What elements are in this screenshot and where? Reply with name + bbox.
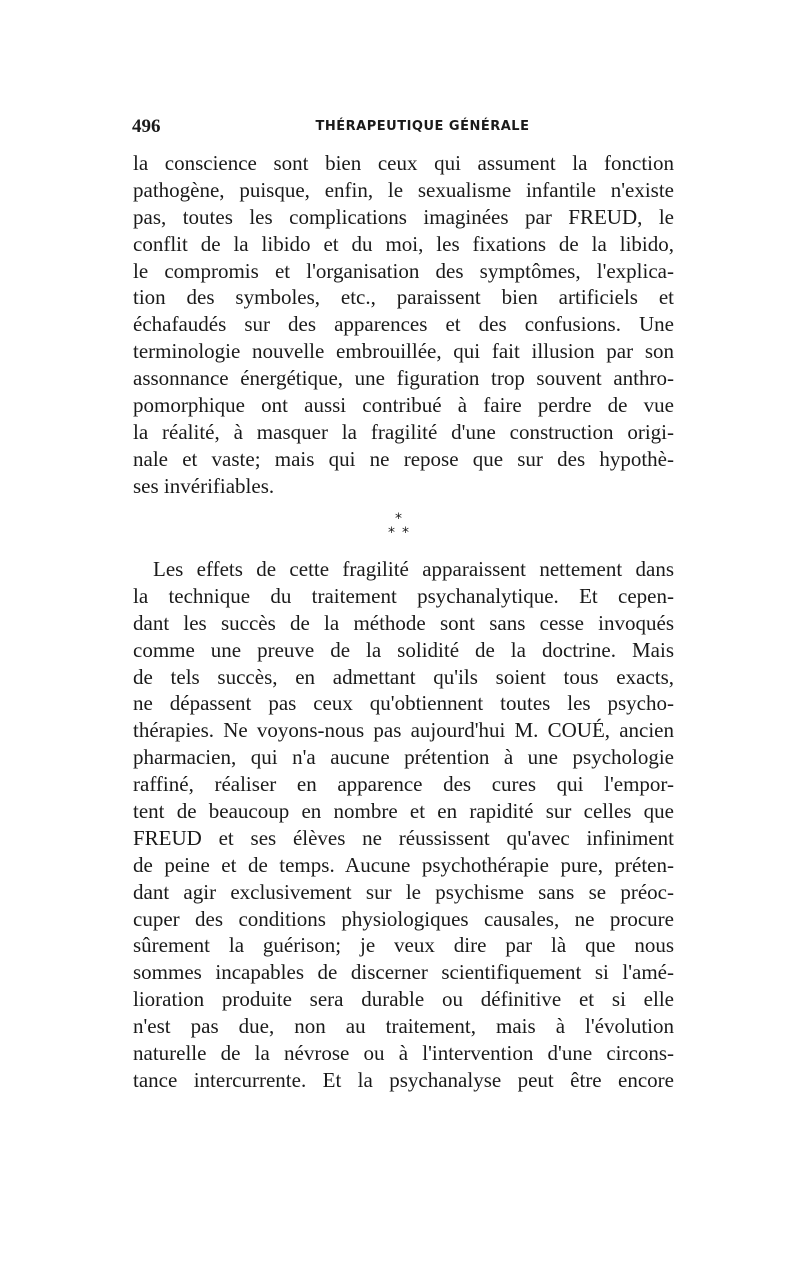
page-number: 496: [132, 116, 161, 137]
text-line: de peine et de temps. Aucune psychothérapie pure, préten-: [133, 852, 674, 877]
text-line: dant agir exclusivement sur le psychisme sans se préoc-: [133, 879, 674, 904]
text-line: la conscience sont bien ceux qui assument la fonction: [133, 151, 674, 175]
running-head: [130, 116, 675, 138]
text-line: thérapies. Ne voyons-nous pas aujourd'hui M. COUÉ, ancien: [133, 718, 674, 743]
paragraph-new: [133, 556, 674, 1094]
text-line: sûrement la guérison; je veux dire par là que nous: [133, 933, 674, 958]
text-line: dant les succès de la méthode sont sans cesse invoqués: [133, 610, 674, 635]
text-line: n'est pas due, non au traitement, mais à l'évolution: [133, 1014, 674, 1039]
text-line: pas, toutes les complications imaginées par FREUD, le: [133, 204, 674, 229]
text-line: de tels succès, en admettant qu'ils soient tous exacts,: [133, 664, 674, 689]
text-line: terminologie nouvelle embrouillée, qui fait illusion par son: [133, 339, 674, 364]
text-line: pathogène, puisque, enfin, le sexualisme infantile n'existe: [133, 177, 674, 202]
text-line: sommes incapables de discerner scientifiquement si l'amé-: [133, 960, 674, 985]
text-line: tion des symboles, etc., paraissent bien artificiels et: [133, 285, 674, 310]
asterisk-glyph: *: [402, 525, 409, 541]
text-line: Les effets de cette fragilité apparaissent nettement dans: [153, 557, 674, 581]
text-line: la réalité, à masquer la fragilité d'une construction origi-: [133, 419, 674, 444]
section-separator-asterism: [380, 512, 420, 548]
text-line: ne dépassent pas ceux qu'obtiennent toutes les psycho-: [133, 691, 674, 716]
text-line: tent de beaucoup en nombre et en rapidité sur celles que: [133, 799, 674, 824]
text-line: le compromis et l'organisation des symptômes, l'explica-: [133, 258, 674, 283]
text-line: conflit de la libido et du moi, les fixations de la libido,: [133, 231, 674, 256]
text-line: nale et vaste; mais qui ne repose que sur des hypothè-: [133, 446, 674, 471]
page-header-title: THÉRAPEUTIQUE GÉNÉRALE: [315, 119, 530, 134]
text-line: ses invérifiables.: [133, 473, 275, 498]
text-line: lioration produite sera durable ou définitive et si elle: [133, 987, 674, 1012]
text-line: raffiné, réaliser en apparence des cures qui l'empor-: [133, 772, 674, 797]
text-line: comme une preuve de la solidité de la doctrine. Mais: [133, 637, 674, 662]
paragraph-continued: [133, 150, 674, 500]
text-line: tance intercurrente. Et la psychanalyse peut être encore: [133, 1067, 674, 1092]
text-line: cuper des conditions physiologiques causales, ne procure: [133, 906, 674, 931]
text-line: pomorphique ont aussi contribué à faire perdre de vue: [133, 393, 674, 418]
text-line: échafaudés sur des apparences et des confusions. Une: [133, 312, 674, 337]
asterisk-glyph: *: [388, 525, 395, 541]
text-line: pharmacien, qui n'a aucune prétention à une psychologie: [133, 745, 674, 770]
text-line: naturelle de la névrose ou à l'intervention d'une circons-: [133, 1041, 674, 1066]
text-line: FREUD et ses élèves ne réussissent qu'avec infiniment: [133, 825, 674, 850]
text-line: assonnance énergétique, une figuration trop souvent anthro-: [133, 366, 674, 391]
text-line: la technique du traitement psychanalytique. Et cepen-: [133, 583, 674, 608]
asterisk-glyph: *: [395, 511, 402, 527]
